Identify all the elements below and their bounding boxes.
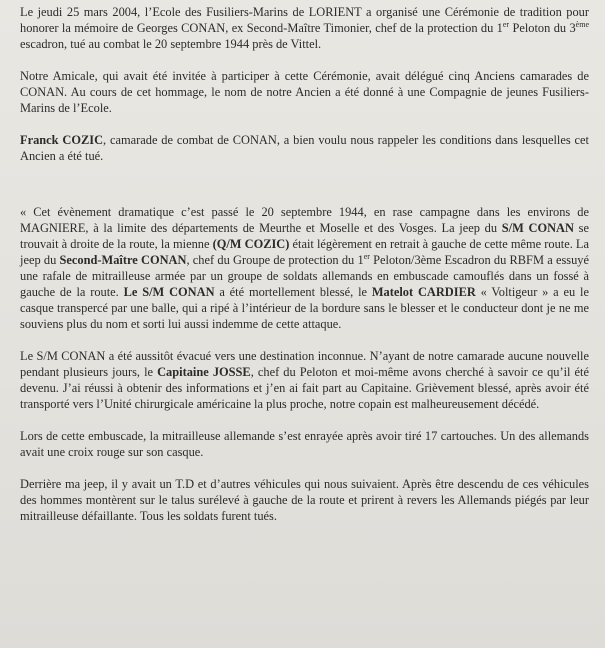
ordinal-superscript: er bbox=[363, 251, 370, 261]
ordinal-superscript: ème bbox=[575, 19, 589, 29]
bold-name: Second-Maître CONAN bbox=[59, 253, 187, 267]
paragraph-gap bbox=[20, 116, 589, 132]
bold-name: Matelot CARDIER bbox=[371, 285, 476, 299]
testimony-paragraph-4 bbox=[20, 476, 589, 524]
paragraph-gap bbox=[20, 412, 589, 428]
text-run: , chef du Peloton et moi-même avons cherché à savoir ce qu’il été devenu. J’ai réussi à obtenir des informations et j’en ai fait part au Capitaine. Grièvement blessé, après avoir été transporté vers l’Unité chirurgicale américaine la plus proche, notre copain est malheureusement décédé. bbox=[20, 365, 589, 411]
bold-name: S/M CONAN bbox=[501, 221, 574, 235]
text-run: était légèrement en retrait à gauche de cette même route. La jeep du bbox=[20, 237, 590, 267]
intro-paragraph-1 bbox=[20, 4, 589, 52]
testimony-paragraph-3 bbox=[20, 428, 589, 460]
intro-paragraph-2 bbox=[20, 68, 589, 116]
ordinal-superscript: er bbox=[502, 19, 510, 29]
text-run: « Cet évènement dramatique c’est passé le 20 septembre 1944, en rase campagne dans les environs de MAGNIERE, à la limite des départements de Meurthe et Moselle et des Vosges. La jeep du bbox=[20, 205, 589, 235]
text-run: Le jeudi 25 mars 2004, l’Ecole des Fusiliers-Marins de LORIENT a organisé une Cérémonie de tradition pour honorer la mémoire de Georges CONAN, ex Second-Maître Timonier, chef de la protection du 1 bbox=[20, 5, 589, 35]
paragraph-gap bbox=[20, 460, 589, 476]
text-run: Lors de cette embuscade, la mitrailleuse allemande s’est enrayée après avoir tiré 17 cartouches. Un des allemands avait une croix rouge sur son casque. bbox=[20, 429, 589, 459]
text-run: Derrière ma jeep, il y avait un T.D et d’autres véhicules qui nous suivaient. Après être descendu de ces véhicules des hommes montèrent sur le talus surélevé à gauche de la route et prirent à revers les Allemands piégés par leur mitrailleuse défaillante. Tous les soldats furent tués. bbox=[20, 477, 589, 523]
text-run: « Voltigeur » a eu le casque transpercé par une balle, qui a ripé à l’intérieur de la bordure sans le blesser et le conducteur dont je ne me souviens plus du nom et sorti lui aussi indemme de cette attaque. bbox=[20, 285, 589, 331]
text-run: Notre Amicale, qui avait été invitée à participer à cette Cérémonie, avait délégué cinq Anciens camarades de CONAN. Au cours de cet hommage, le nom de notre Ancien a été donné à une Compagnie de jeunes Fusiliers-Marins de l’Ecole. bbox=[20, 69, 589, 115]
text-run: se trouvait à droite de la route, la mienne bbox=[20, 221, 589, 251]
intro-paragraph-3 bbox=[20, 132, 589, 164]
bold-name: Le S/M CONAN bbox=[123, 285, 215, 299]
text-run: Peloton du 3 bbox=[509, 21, 576, 35]
paragraph-gap bbox=[20, 52, 589, 68]
bold-name: Franck COZIC bbox=[20, 133, 104, 147]
testimony-paragraph-1 bbox=[20, 204, 589, 332]
text-run: , camarade de combat de CONAN, a bien voulu nous rappeler les conditions dans lesquelles cet Ancien a été tué. bbox=[20, 133, 589, 163]
text-run: a été mortellement blessé, le bbox=[214, 285, 372, 299]
text-run: , chef du Groupe de protection du 1 bbox=[186, 253, 364, 267]
bold-name: (Q/M COZIC) bbox=[212, 237, 290, 251]
section-gap bbox=[20, 164, 589, 204]
text-run: Le S/M CONAN a été aussitôt évacué vers une destination inconnue. N’ayant de notre camarade aucune nouvelle pendant plusieurs jours, le bbox=[20, 349, 589, 379]
testimony-paragraph-2 bbox=[20, 348, 589, 412]
paragraph-gap bbox=[20, 332, 589, 348]
text-run: Peloton/3ème Escadron du RBFM a essuyé une rafale de mitrailleuse armée par un groupe de soldats allemands en embuscade camouflés dans un fossé à gauche de la route. bbox=[20, 253, 589, 299]
text-run: escadron, tué au combat le 20 septembre 1944 près de Vittel. bbox=[20, 37, 322, 51]
bold-name: Capitaine JOSSE bbox=[157, 365, 251, 379]
